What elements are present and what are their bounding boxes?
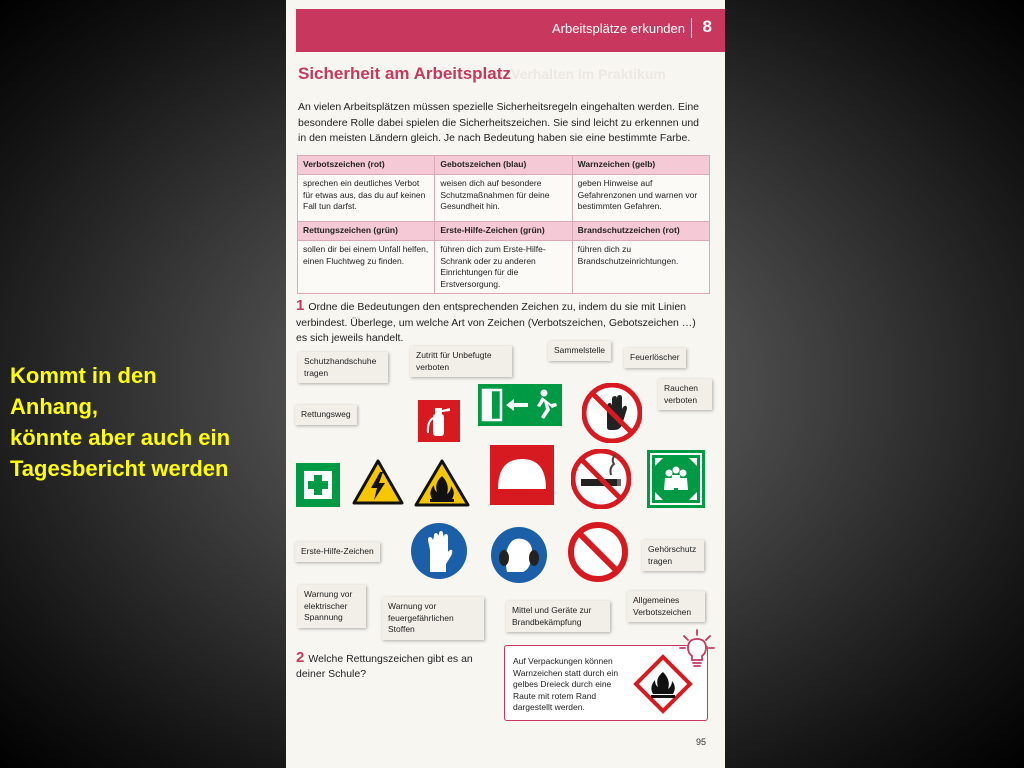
table-cell: führen dich zu Brandschutzeinrichtungen. xyxy=(572,241,709,294)
table-header-cell: Erste-Hilfe-Zeichen (grün) xyxy=(435,222,572,241)
flammable-warning-sign xyxy=(414,458,470,508)
lightbulb-icon xyxy=(679,628,715,670)
overlay-note xyxy=(10,360,280,484)
page-header xyxy=(296,9,725,52)
table-cell: führen dich zum Erste-Hilfe-Schrank oder zu anderen Einrichtungen für die Erstversorgung. xyxy=(435,241,572,294)
no-smoking-sign xyxy=(571,449,631,509)
intro-paragraph: An vielen Arbeitsplätzen müssen spezielle Sicherheitsregeln eingehalten werden. Eine besondere Rolle dabei spielen die Sicherheitszeichen. Sie sind leicht zu erkennen und in den meisten Ländern gleich. Je nach Bedeutung haben sie eine bestimmte Farbe. xyxy=(298,101,700,144)
assembly-point-sign xyxy=(647,450,705,508)
first-aid-sign xyxy=(296,463,340,507)
fire-fighting-equipment-sign xyxy=(490,445,554,505)
table-cell: weisen dich auf besondere Schutzmaßnahmen für deine Gesundheit hin. xyxy=(435,175,572,222)
table-header-cell: Rettungszeichen (grün) xyxy=(298,222,435,241)
table-header-row xyxy=(298,156,710,175)
no-entry-sign xyxy=(582,383,642,443)
task-2 xyxy=(296,650,496,682)
label-spannung: Warnung vor elektrischer Spannung xyxy=(298,585,366,628)
table-cell: geben Hinweise auf Gefahrenzonen und warnen vor bestimmten Gefahren. xyxy=(572,175,709,222)
sign-types-table xyxy=(297,155,710,294)
fire-extinguisher-sign xyxy=(418,400,460,442)
overlay-line: Kommt in den xyxy=(10,363,157,388)
task-1 xyxy=(296,298,708,347)
task-number: 1 xyxy=(296,297,305,314)
label-feuergefaehrlich: Warnung vor feuergefährlichen Stoffen xyxy=(382,597,484,640)
label-sammelstelle: Sammelstelle xyxy=(548,341,611,361)
task-number: 2 xyxy=(296,649,305,666)
table-header-row xyxy=(298,222,710,241)
header-divider xyxy=(691,18,692,38)
page-title: Sicherheit am Arbeitsplatz xyxy=(298,64,511,83)
label-schutzhandschuhe: Schutzhandschuhe tragen xyxy=(298,352,388,383)
label-feuerloescher: Feuerlöscher xyxy=(624,348,686,368)
label-gehoerschutz: Gehörschutz tragen xyxy=(642,540,704,571)
label-rauchen: Rauchen verboten xyxy=(658,379,712,410)
electrical-hazard-sign xyxy=(352,458,404,506)
label-brandbekaempfung: Mittel und Geräte zur Brandbekämpfung xyxy=(506,601,610,632)
show-through-text: Verhalten im Praktikum xyxy=(511,66,666,82)
table-header-cell: Warnzeichen (gelb) xyxy=(572,156,709,175)
table-header-cell: Gebotszeichen (blau) xyxy=(435,156,572,175)
table-cell: sprechen ein deutliches Verbot für etwas aus, das du auf keinen Fall tun darfst. xyxy=(298,175,435,222)
escape-route-sign xyxy=(478,384,562,426)
table-cell: sollen dir bei einem Unfall helfen, einen Fluchtweg zu finden. xyxy=(298,241,435,294)
page-number: 95 xyxy=(696,737,707,747)
task-text: Ordne die Bedeutungen den entsprechenden Zeichen zu, indem du sie mit Linien verbindest. Überlege, um welche Art von Zeichen (Verbotszeichen, Gebotszeichen …) es sich jeweils handelt. xyxy=(296,301,696,344)
task-text: Welche Rettungszeichen gibt es an deiner Schule? xyxy=(296,653,473,680)
table-header-cell: Brandschutzzeichen (rot) xyxy=(572,222,709,241)
label-erstehilfe: Erste-Hilfe-Zeichen xyxy=(295,542,380,562)
tip-box xyxy=(504,645,708,721)
table-header-cell: Verbotszeichen (rot) xyxy=(298,156,435,175)
table-row xyxy=(298,241,710,294)
general-prohibition-sign xyxy=(568,522,628,582)
hearing-protection-sign xyxy=(490,526,548,584)
textbook-page xyxy=(286,0,725,768)
overlay-line: Tagesbericht werden xyxy=(10,456,229,481)
table-row xyxy=(298,175,710,222)
label-allgemein: Allgemeines Verbotszeichen xyxy=(627,591,705,622)
header-title: Arbeitsplätze erkunden xyxy=(552,21,685,36)
overlay-line: Anhang, xyxy=(10,394,98,419)
tip-text: Auf Verpackungen können Warnzeichen statt durch ein gelbes Dreieck durch eine Raute mit rotem Rand dargestellt werden. xyxy=(513,656,619,712)
label-zutritt: Zutritt für Unbefugte verboten xyxy=(410,346,512,377)
label-rettungsweg: Rettungsweg xyxy=(295,405,357,425)
gloves-mandatory-sign xyxy=(410,522,468,580)
overlay-line: könnte aber auch ein xyxy=(10,425,231,450)
chapter-number: 8 xyxy=(702,17,712,36)
